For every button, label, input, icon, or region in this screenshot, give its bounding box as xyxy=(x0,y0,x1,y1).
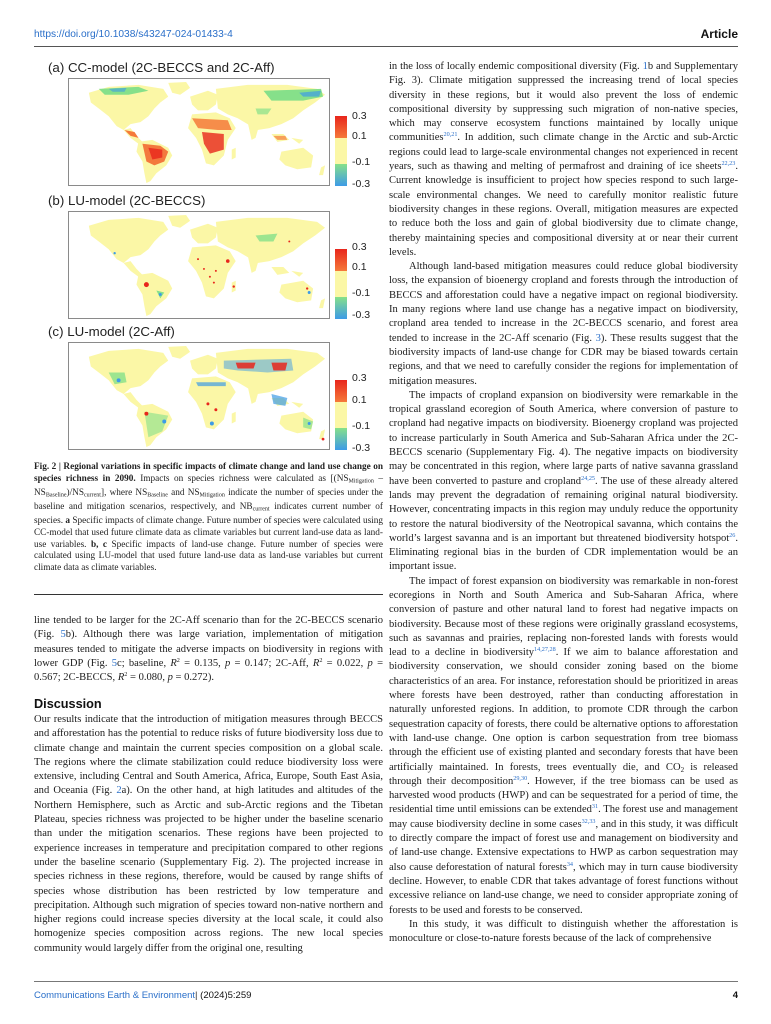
tick-label: 0.3 xyxy=(352,241,367,253)
subscript: Baseline xyxy=(45,492,67,499)
paragraph: The impacts of cropland expansion on biodiversity were remarkable in the tropical grassland ecoregion of South America, where conversion of pasture to cropland had negative impacts on biodiversity. Bioenergy cropland was projected to increase particularly in South America and Sub-Saharan Africa under the 2C-BECCS scenario (Supplementary Fig. 4). The negative impacts on biodiversity may be concentrated in this region, where large parts of native savanna grassland have been converted to pasture and cropland$^{24,25}$. The use of these already altered lands may prevent the degradation of remaining original natural biodiversity. However, concentrating impacts in this region may unduly reduce the opportunity to restore the natural biodiversity of the Neotropical savanna, which contains the world’s largest savanna and is an important but threatened biodiversity hotspot$^{26}$. Eliminating regional bias in the burden of CDR implementation would be an important issue. xyxy=(389,389,738,573)
panel-c-map xyxy=(68,342,330,450)
panel-a-colorbar xyxy=(335,116,347,186)
right-column xyxy=(389,60,738,946)
tick-label: 0.1 xyxy=(352,130,367,142)
subscript: Mitigation xyxy=(348,478,374,485)
paragraph: in the loss of locally endemic compositional diversity (Fig. 1b and Supplementary Fig. 3). Climate mitigation suppressed the increasing trend of local species diversity in these regions, but it would also prevent the loss of endemic compositional diversity by suppressing such migration of non-native species, which may conserve ecosystem functions maintained by locally unique communities$^{20,21}$. In addition, such climate change in the Arctic and sub-Arctic regions could lead to large-scale environmental changes not experienced in recent years, such as thawing and melting of permafrost and draining of ice sheets$^{22,23}$. Current knowledge is insufficient to project how species respond to such large-scale environmental changes. We need to carefully monitor realistic future biodiversity changes in these regions. Overall, mitigation measures are expected to reduce both the loss and gain of global biodiversity due to climate change, thereby maintaining species and compositional diversity at or near their current levels. xyxy=(389,61,738,258)
caption-text: and NS xyxy=(167,487,200,498)
panel-c-title: (c) LU-model (2C-Aff) xyxy=(48,324,175,339)
caption-text: indicate the number of species under the baseline and mitigation scenarios, respectively, and NB xyxy=(34,487,383,513)
figure-ref-link[interactable]: 1 xyxy=(642,61,648,72)
caption-text: Specific impacts of climate change. Future number of species were calculated using CC-model that used future climate data as climate variables but current land-use data as land-use variables. xyxy=(34,516,384,550)
volume-info: (2024)5:259 xyxy=(197,990,252,1001)
caption-panel-label: b, c xyxy=(90,539,107,550)
caption-text: indicates current number of species. xyxy=(34,502,383,527)
world-map-icon xyxy=(69,79,329,185)
panel-b-title: (b) LU-model (2C-BECCS) xyxy=(48,193,206,208)
tick-label: 0.1 xyxy=(352,394,367,406)
paragraph: line tended to be larger for the 2C-Aff scenario than for the 2C-BECCS scenario (Fig. 5b). Although there was large variation, implementation of mitigation measures tended to mitigate the adverse impacts on biodiversity in regions with lower GDP (Fig. 5c; baseline, $R^2 = 0.135$, p = 0.147; 2C-Aff, $R^2 = 0.022$, p = 0.567; 2C-BECCS, $R^2 = 0.080$, p = 0.272). xyxy=(34,615,384,684)
discussion-paragraph xyxy=(34,713,383,956)
figure-ref-link[interactable]: 3 xyxy=(595,332,601,344)
citation-link[interactable]: 22,23 xyxy=(721,160,736,168)
page-footer xyxy=(34,981,738,1001)
citation-link[interactable]: 24,25 xyxy=(581,474,596,482)
world-map-icon xyxy=(69,343,329,449)
citation-link[interactable]: 29,30 xyxy=(513,774,528,782)
citation-link[interactable]: 34 xyxy=(566,860,574,868)
tick-label: 0.3 xyxy=(352,110,367,122)
tick-label: 0.1 xyxy=(352,261,367,273)
doi-link[interactable]: https://doi.org/10.1038/s43247-024-01433-4 xyxy=(34,29,233,40)
tick-label: -0.3 xyxy=(352,178,371,190)
tick-label: -0.3 xyxy=(352,442,371,454)
caption-text: ], where NS xyxy=(100,487,148,498)
citation-link[interactable]: 14,27,28 xyxy=(534,646,556,654)
citation-link[interactable]: 32,33 xyxy=(581,817,596,825)
tick-label: 0.3 xyxy=(352,372,367,384)
tick-label: -0.1 xyxy=(352,287,371,299)
caption-panel-label: a xyxy=(65,516,71,527)
figure-ref-link[interactable]: 2 xyxy=(116,785,122,797)
panel-c-colorbar xyxy=(335,380,347,450)
subscript: Baseline xyxy=(147,492,168,499)
subscript: current xyxy=(83,492,101,499)
caption-title: Regional variations in specific impacts of climate change and land use change on species richness in 2090. xyxy=(34,462,384,484)
caption-text: )/NS xyxy=(66,487,84,498)
caption-text: Specific impacts of land-use change. Future number of species were calculated using LU-model that used future land-use data as land-use variables but current climate data as climate variables. xyxy=(34,539,384,574)
citation-link[interactable]: 20,21 xyxy=(443,131,458,139)
panel-a-title: (a) CC-model (2C-BECCS and 2C-Aff) xyxy=(48,60,275,75)
article-type-label: Article xyxy=(700,27,738,41)
panel-a-map xyxy=(68,78,330,186)
panel-b-map xyxy=(68,211,330,319)
figure-caption xyxy=(34,462,383,575)
paragraph: Our results indicate that the introduction of mitigation measures through BECCS and afforestation has the potential to reduce risks of future biodiversity loss due to climate change and maintain the current species composition on a global scale. The regions where the climate stabilization could reduce biodiversity loss were extensive, including Central and South America, Africa, Europe, South East Asia, and Oceania (Fig. 2a). On the other hand, at high latitudes and altitudes of the Northern Hemisphere, such as Arctic and sub-Arctic regions and the Tibetan Plateau, species richness was projected to be higher under the baseline scenario than under the mitigation scenarios. These regions have been projected to experience increases in temperature and precipitation compared to other regions under the baseline scenario (Supplementary Fig. 2). The projected increase in species richness in these regions, therefore, would be caused by range shifts of species whose distribution has been restricted by low temperature and precipitation. Although such migration of species toward non-native northern and higher regions could increase species diversity at the local scale, it could also homogenize species composition across regions. The new local species community would largely differ from the original one, resulting xyxy=(34,714,383,954)
page-number: 4 xyxy=(732,990,738,1001)
left-column-continuation xyxy=(34,614,383,685)
caption-text: – NS xyxy=(34,473,383,498)
paragraph: The impact of forest expansion on biodiversity was remarkable in non-forest ecoregions in North and South America and Sub-Saharan Africa, where conversion of pasture and other natural land to forest had negative impacts on biodiversity. Because most of these regions were originally grassland ecosystems, such as savannas and prairies, replacing non-forested lands with forests would lead to a decline in biodiversity$^{14,27,28}$. If we aim to balance afforestation and biodiversity conservation, we should consider zoning based on the biome characteristics of an area. For instance, reforestation should be prioritized in areas where forests have been destroyed, rather than conducting afforestation in naturally unforested regions. In addition, to promote CDR through the carbon sequestration capacity of forests, there could be alternative options to afforestation with land-use change. One option is carbon sequestration from tree biomass through the efficient use of existing planted and secondary forests that have been artificially maintained. In forests, trees eventually die, and $CO_2$ is released through their decomposition$^{29,30}$. However, if the tree biomass can be used as harvested wood products (HWP) and can be sequestrated for a period of time, the residential time until emissions can be extended$^{31}$. The forest use and management may cause biodiversity decline in some cases$^{32,33}$, and in this study, it was difficult to directly compare the impact of forest use and management on biodiversity and of land-use change. Extensive expectations to HWP as carbon sequestration may also cause deforestation of natural forests$^{34}$, which may in turn cause biodiversity decline. However, to enable CDR that takes advantage of forest functions without excessive reliance on land-use change, we need to consider appropriate zoning of forests to be used and forests to be conserved. xyxy=(389,575,739,916)
caption-text: Impacts on species richness were calculated as [(NS xyxy=(140,473,349,484)
citation-link[interactable]: 26 xyxy=(729,531,736,539)
figure-divider xyxy=(34,594,383,595)
footer-separator: | xyxy=(195,990,198,1001)
subscript: current xyxy=(252,506,270,513)
discussion-heading: Discussion xyxy=(34,697,102,711)
figure-ref-link[interactable]: 5 xyxy=(60,629,66,641)
panel-b-colorbar xyxy=(335,249,347,319)
page-header xyxy=(34,27,738,47)
tick-label: -0.3 xyxy=(352,309,371,321)
figure-ref-link[interactable]: 5 xyxy=(111,657,118,669)
tick-label: -0.1 xyxy=(352,156,371,168)
world-map-icon xyxy=(69,212,329,318)
subscript: Mitigation xyxy=(199,492,225,499)
paragraph: Although land-based mitigation measures could reduce global biodiversity loss, the expansion of bioenergy cropland and forests through the introduction of BECCS and afforestation could have a negative impact on regional biodiversity. In many regions where land use change has a negative impact on biodiversity, cropland area tended to increase in the 2C-BECCS scenario, and forest area tended to increase in the 2C-Aff scenario (Fig. 3). These results suggest that the biodiversity impacts of land-use change for CDR may be biased towards certain regions, and that we need to carefully consider the regions for implementation of mitigation measures. xyxy=(389,261,739,387)
tick-label: -0.1 xyxy=(352,420,371,432)
caption-label: Fig. 2 | xyxy=(34,462,61,472)
citation-link[interactable]: 31 xyxy=(591,803,599,811)
paragraph: In this study, it was difficult to distinguish whether the afforestation is monoculture or close-to-nature forests because of the lack of comprehensive xyxy=(389,918,738,945)
journal-name-link[interactable]: Communications Earth & Environment xyxy=(34,990,196,1001)
